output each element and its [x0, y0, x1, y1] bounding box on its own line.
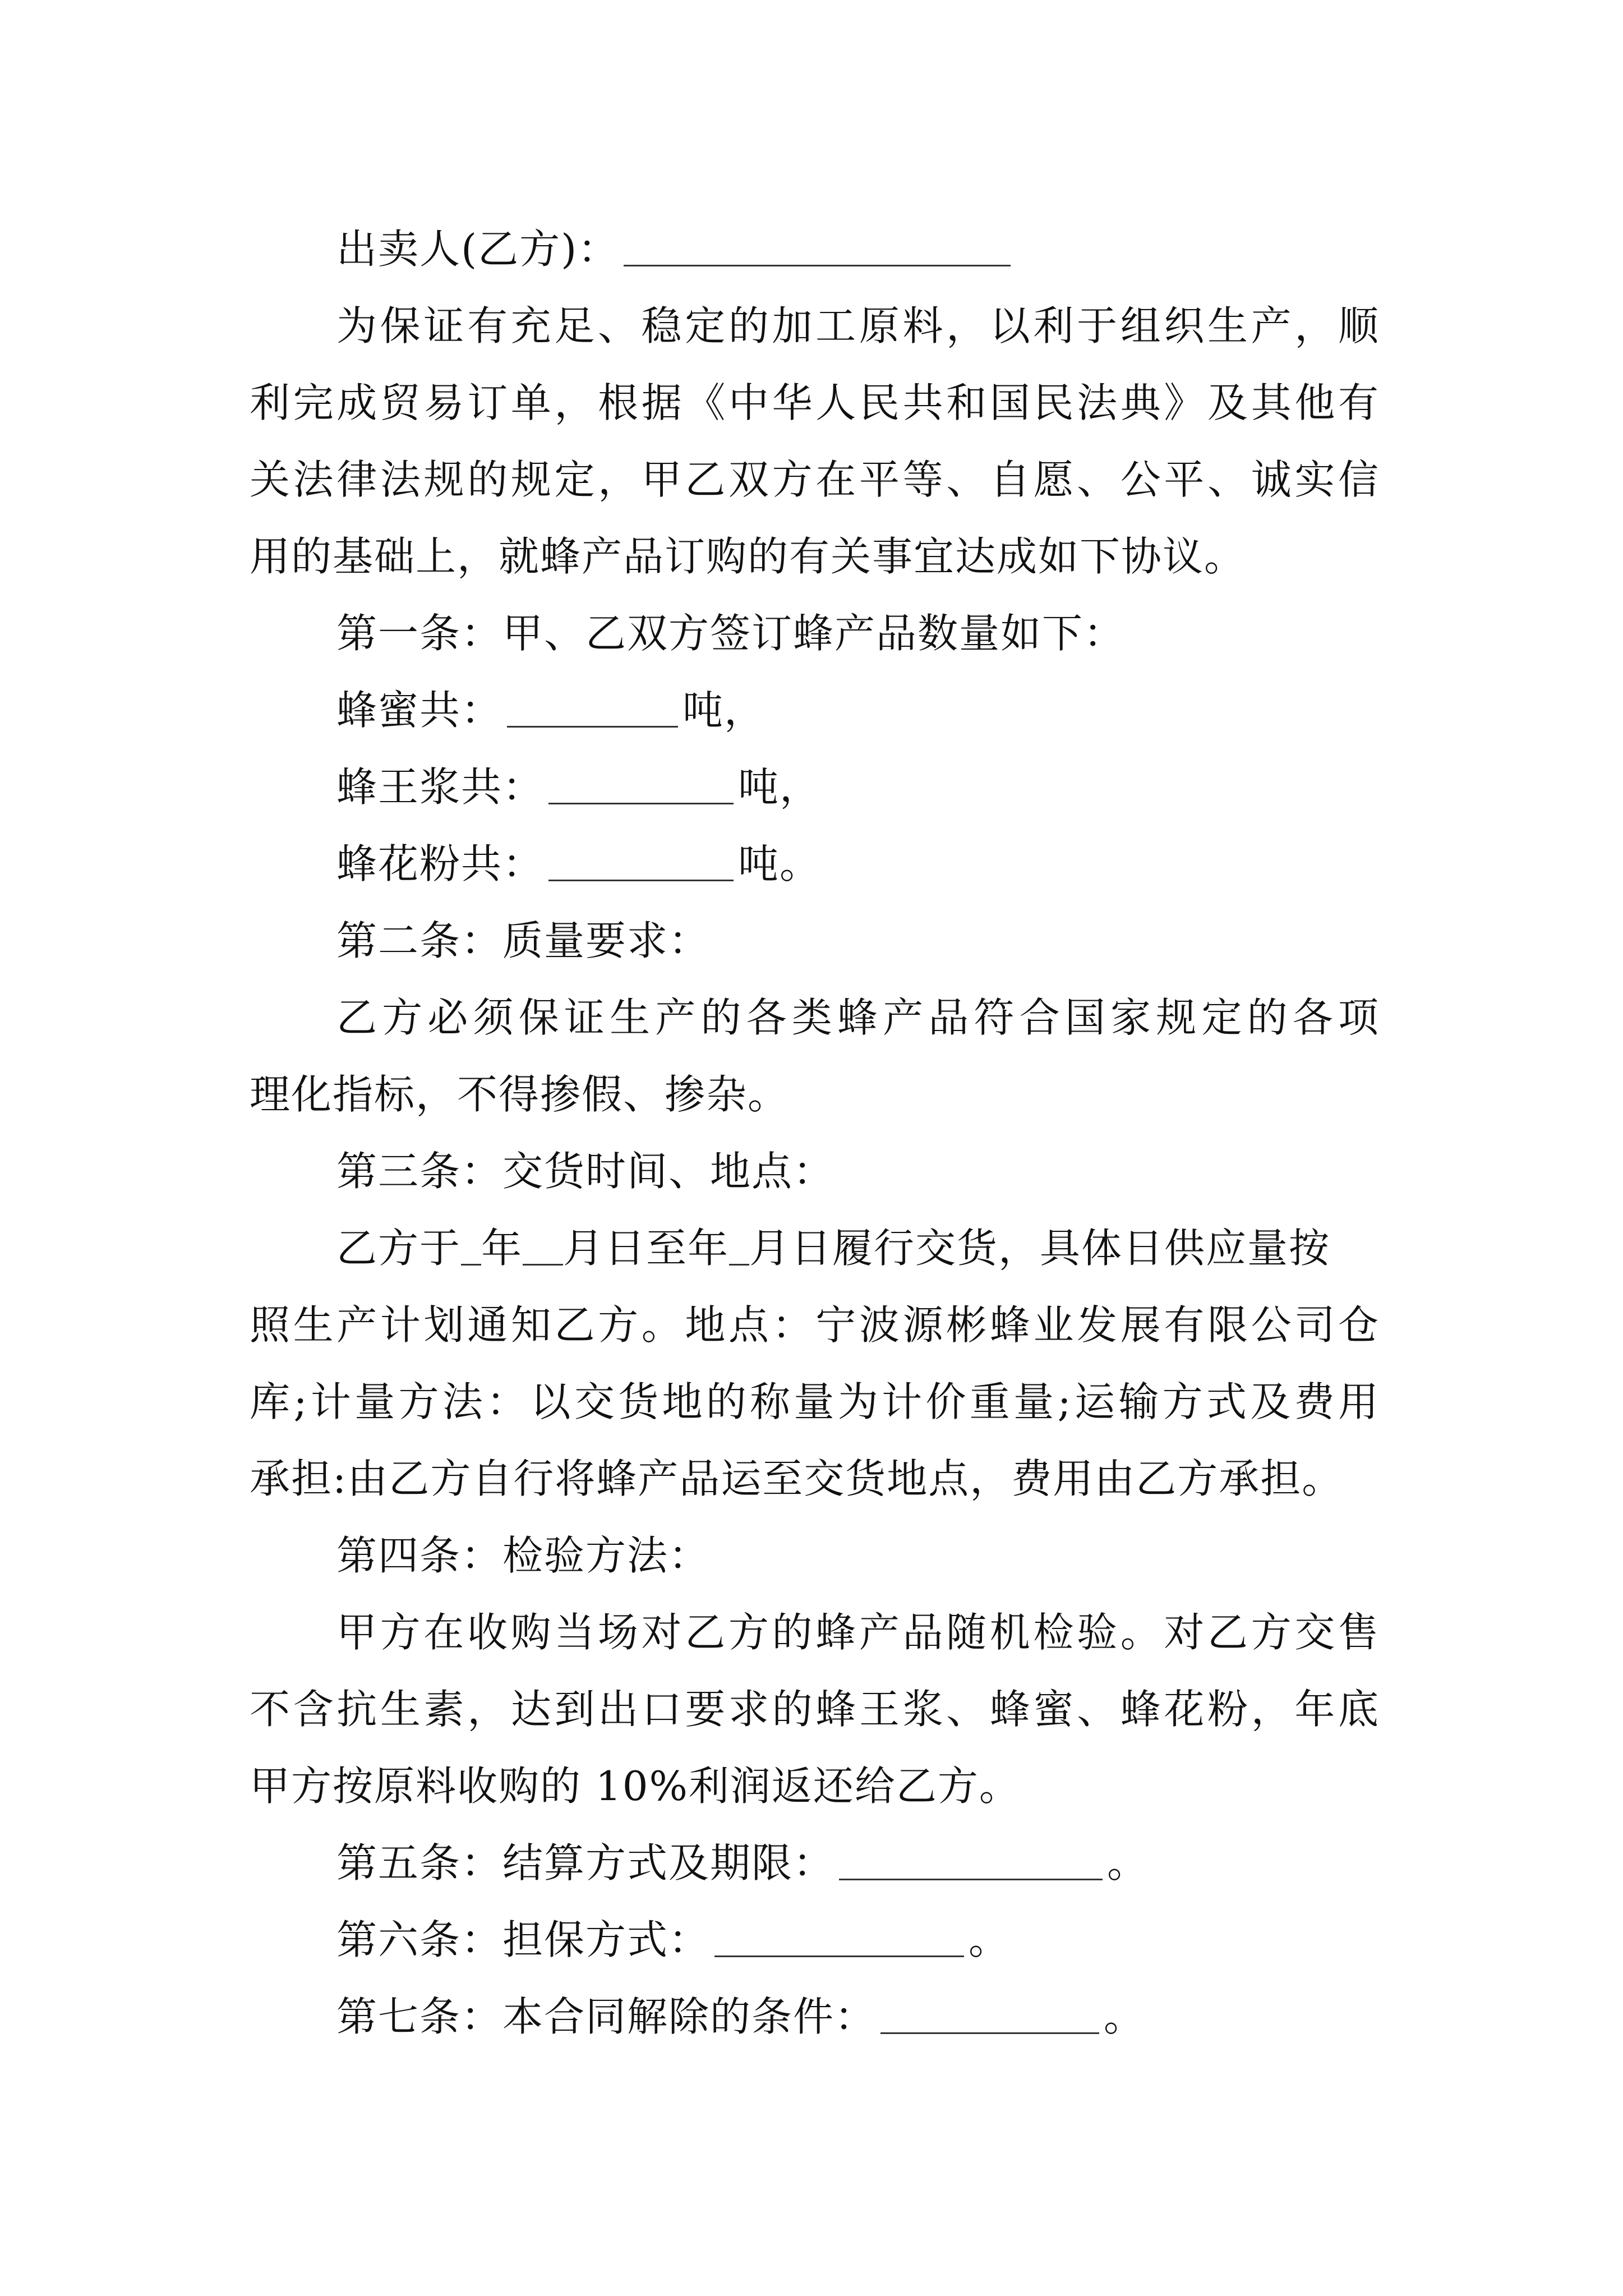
- royal-jelly-unit: 吨，: [738, 763, 822, 811]
- article4-title: 第四条：检验方法：: [336, 1532, 711, 1579]
- article3-date-line: [250, 1210, 1380, 1287]
- article7-label: 第七条：本合同解除的条件：: [336, 1993, 877, 2040]
- seller-line: [250, 211, 1380, 288]
- article5-line: [250, 1825, 1380, 1902]
- date-text: 年: [481, 1225, 523, 1272]
- honey-unit: 吨，: [683, 687, 766, 734]
- article4-line: 不含抗生素，达到出口要求的蜂王浆、蜂蜜、蜂花粉，年底: [250, 1686, 1380, 1733]
- honey-quantity-blank[interactable]: [507, 685, 678, 728]
- article6-label: 第六条：担保方式：: [336, 1916, 711, 1963]
- article4-line: 甲方在收购当场对乙方的蜂产品随机检验。对乙方交售: [336, 1609, 1380, 1656]
- year-blank[interactable]: [461, 1223, 481, 1266]
- pollen-quantity-blank[interactable]: [548, 839, 734, 881]
- article2-line: 理化指标，不得掺假、掺杂。: [250, 1071, 790, 1118]
- end-year-blank[interactable]: [729, 1223, 749, 1266]
- month-blank[interactable]: [523, 1223, 563, 1266]
- guarantee-blank[interactable]: [714, 1915, 964, 1957]
- article6-end: 。: [969, 1916, 1011, 1963]
- article2-line: 乙方必须保证生产的各类蜂产品符合国家规定的各项: [336, 994, 1380, 1041]
- contract-body: [250, 211, 1380, 2055]
- article3-title: 第三条：交货时间、地点：: [336, 1148, 835, 1195]
- article3-line: 承担:由乙方自行将蜂产品运至交货地点，费用由乙方承担。: [250, 1455, 1344, 1502]
- termination-blank[interactable]: [880, 1992, 1099, 2034]
- article5-label: 第五条：结算方式及期限：: [336, 1839, 835, 1887]
- honey-line: [250, 672, 1380, 749]
- settlement-blank[interactable]: [839, 1838, 1103, 1880]
- article2-title: 第二条：质量要求：: [336, 917, 711, 964]
- date-text: 月日履行交货，具体日供应量按: [749, 1225, 1331, 1272]
- intro-line: 利完成贸易订单，根据《中华人民共和国民法典》及其他有: [250, 379, 1380, 426]
- seller-blank[interactable]: [624, 224, 1011, 266]
- royal-jelly-quantity-blank[interactable]: [548, 762, 734, 804]
- honey-label: 蜂蜜共：: [336, 687, 503, 734]
- article6-line: [250, 1902, 1380, 1978]
- intro-line: 用的基础上，就蜂产品订购的有关事宜达成如下协议。: [250, 533, 1246, 580]
- article5-end: 。: [1107, 1839, 1149, 1887]
- pollen-label: 蜂花粉共：: [336, 840, 545, 887]
- seller-label: 出卖人(乙方)：: [336, 226, 620, 273]
- article7-line: [250, 1978, 1380, 2055]
- royal-jelly-line: [250, 749, 1380, 826]
- royal-jelly-label: 蜂王浆共：: [336, 763, 545, 811]
- pollen-unit: 吨。: [738, 840, 822, 887]
- article4-line: 甲方按原料收购的 10%利润返还给乙方。: [250, 1763, 1021, 1810]
- date-text: 月日至年: [563, 1225, 730, 1272]
- article3-line: 照生产计划通知乙方。地点：宁波源彬蜂业发展有限公司仓: [250, 1301, 1380, 1349]
- article7-end: 。: [1104, 1993, 1146, 2040]
- intro-line: 关法律法规的规定，甲乙双方在平等、自愿、公平、诚实信: [250, 456, 1380, 503]
- date-text: 乙方于: [336, 1225, 462, 1272]
- pollen-line: [250, 826, 1380, 903]
- article3-line: 库;计量方法：以交货地的称量为计价重量;运输方式及费用: [250, 1378, 1380, 1425]
- article1-title: 第一条：甲、乙双方签订蜂产品数量如下：: [336, 610, 1126, 657]
- intro-line: 为保证有充足、稳定的加工原料，以利于组织生产，顺: [336, 302, 1380, 349]
